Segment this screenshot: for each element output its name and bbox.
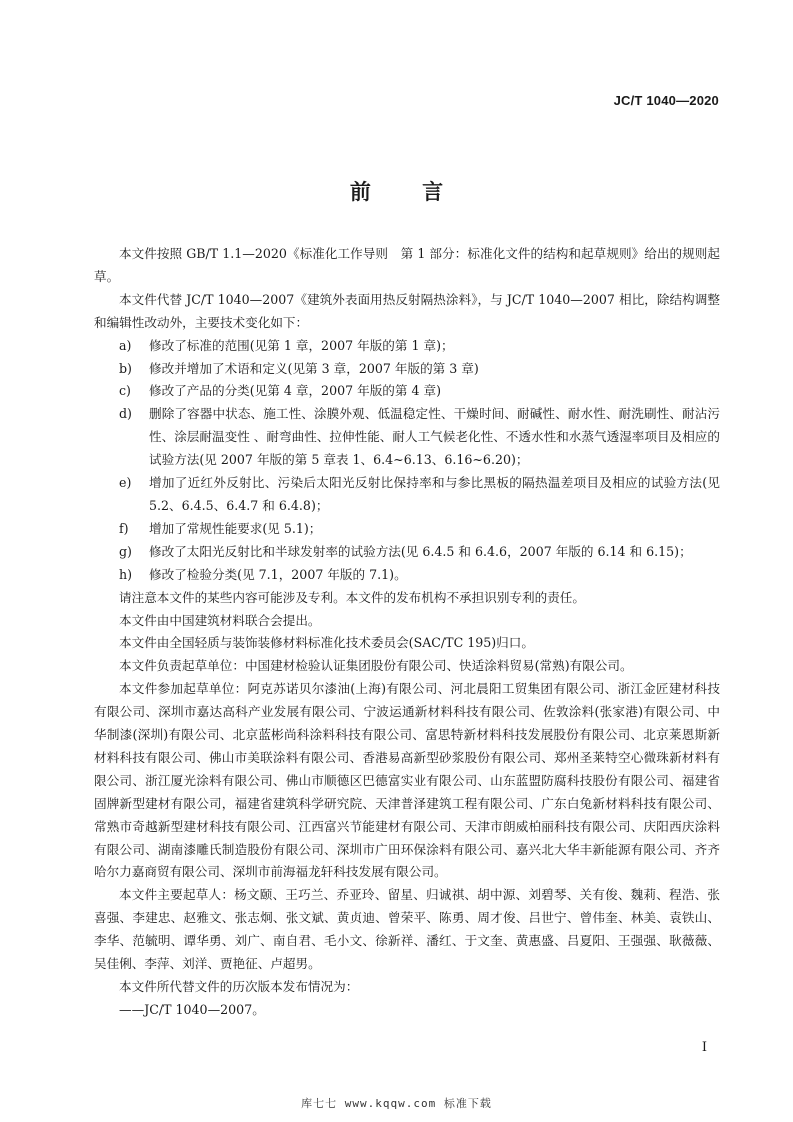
standard-code: JC/T 1040—2020: [613, 93, 719, 108]
page-number: I: [701, 1040, 707, 1055]
list-marker: a): [119, 337, 132, 353]
list-item-text: 修改了检验分类(见 7.1，2007 年版的 7.1)。: [149, 566, 407, 582]
list-marker: f): [119, 520, 129, 536]
paragraph: 本文件负责起草单位：中国建材检验认证集团股份有限公司、快适涂料贸易(常熟)有限公司。: [119, 658, 633, 674]
list-item-text: 增加了常规性能要求(见 5.1)；: [149, 520, 322, 536]
list-item: [94, 564, 720, 587]
paragraph: ——JC/T 1040—2007。: [119, 1001, 265, 1017]
list-item-text: 修改了太阳光反射比和半球发射率的试验方法(见 6.4.5 和 6.4.6，2007 年版的 6.14 和 6.15)；: [149, 543, 692, 559]
paragraph: 本文件按照 GB/T 1.1—2020《标准化工作导则 第 1 部分：标准化文件的结构和起草规则》给出的规则起草。: [94, 246, 720, 284]
list-item: [94, 472, 720, 518]
paragraph: 本文件参加起草单位：阿克苏诺贝尔漆油(上海)有限公司、河北晨阳工贸集团有限公司、浙江金匠建材科技有限公司、深圳市嘉达高科产业发展有限公司、宁波运通新材料科技有限公司、佐敦涂料(张家港)有限公司、中华制漆(深圳)有限公司、北京蓝彬尚科涂料科技有限公司、富思特新材料科技发展股份有限公司、北京莱恩斯新材料科技有限公司、佛山市美联涂料有限公司、香港易高新型砂浆股份有限公司、郑州圣莱特空心微珠新材料有限公司、浙江厦光涂料有限公司、佛山市顺德区巴德富实业有限公司、山东蓝盟防腐科技股份有限公司、福建省固牌新型建材有限公司，福建省建筑科学研究院、天津普泽建筑工程有限公司、广东白兔新材料科技有限公司、常熟市奇越新型建材科技有限公司、江西富兴节能建材有限公司、天津市朗威柏丽科技有限公司、庆阳西庆涂料有限公司、湖南漆雕氏制造股份有限公司、深圳市广田环保涂料有限公司、嘉兴北大华丰新能源有限公司、齐齐哈尔力嘉商贸有限公司、深圳市前海福龙轩科技发展有限公司。: [94, 681, 720, 880]
list-item: [94, 358, 720, 381]
list-marker: e): [119, 475, 132, 491]
footer-watermark: 库七七 www.kqqw.com 标准下载: [301, 1097, 492, 1110]
list-marker: c): [119, 383, 131, 399]
list-item-text: 修改了产品的分类(见第 4 章，2007 年版的第 4 章): [149, 383, 442, 399]
paragraph: 本文件主要起草人：杨文颐、王巧兰、乔亚玲、留星、归诚祺、胡中源、刘碧琴、关有俊、魏莉、程浩、张喜强、李建忠、赵雅文、张志炯、张文斌、黄贞迪、曾荣平、陈勇、周才俊、吕世宁、曾伟奎、林美、袁铁山、李华、范毓明、谭华勇、刘广、南自君、毛小文、徐新祥、潘红、于文奎、黄惠盛、吕夏阳、王强强、耿薇薇、吴佳俐、李萍、刘洋、贾艳征、卢超男。: [94, 887, 720, 972]
paragraph: 本文件由全国轻质与装饰装修材料标准化技术委员会(SAC/TC 195)归口。: [119, 635, 534, 651]
list-item: [94, 380, 720, 403]
list-item-text: 删除了容器中状态、施工性、涂膜外观、低温稳定性、干燥时间、耐碱性、耐水性、耐洗刷性、耐沾污性、涂层耐温变性 、耐弯曲性、拉伸性能、耐人工气候老化性、不透水性和水蒸气透湿率项目及相应的试验方法(见 2007 年版的第 5 章表 1、6.4~6.13、6.16~6.20)；: [149, 406, 720, 468]
paragraph: 本文件由中国建筑材料联合会提出。: [119, 612, 321, 628]
list-item: [94, 403, 720, 472]
paragraph: 本文件代替 JC/T 1040—2007《建筑外表面用热反射隔热涂料》，与 JC/T 1040—2007 相比，除结构调整和编辑性改动外，主要技术变化如下：: [94, 291, 720, 330]
list-item-text: 修改了标准的范围(见第 1 章，2007 年版的第 1 章)；: [149, 337, 454, 353]
list-marker: h): [119, 566, 133, 582]
list-marker: d): [119, 406, 132, 422]
list-item: [94, 335, 720, 358]
list-item-text: 增加了近红外反射比、污染后太阳光反射比保持率和与参比黑板的隔热温差项目及相应的试验方法(见 5.2、6.4.5、6.4.7 和 6.4.8)；: [149, 475, 720, 513]
paragraph: 本文件所代替文件的历次版本发布情况为：: [119, 979, 359, 994]
changes-list: [94, 335, 720, 587]
list-marker: g): [119, 543, 132, 559]
document-body: [94, 243, 720, 1022]
list-marker: b): [119, 360, 132, 376]
page-title: 前 言: [349, 180, 466, 204]
list-item-text: 修改并增加了术语和定义(见第 3 章，2007 年版的第 3 章): [149, 360, 479, 376]
list-item: [94, 518, 720, 541]
list-item: [94, 541, 720, 564]
paragraph: 请注意本文件的某些内容可能涉及专利。本文件的发布机构不承担识别专利的责任。: [119, 589, 585, 605]
